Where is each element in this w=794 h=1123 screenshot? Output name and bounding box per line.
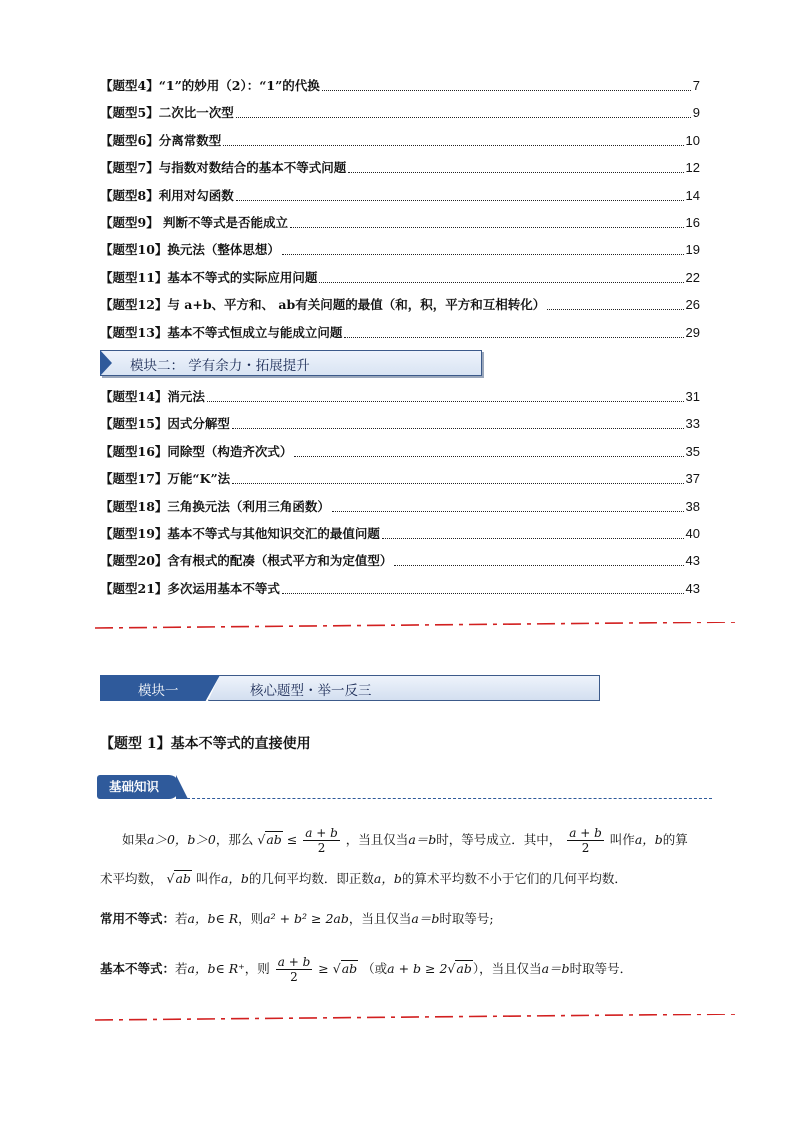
toc-entry-page: 16: [685, 215, 700, 230]
toc-entry-label: 【题型11】基本不等式的实际应用问题: [100, 269, 318, 285]
toc-entry-page: 26: [685, 297, 700, 313]
toc-entry[interactable]: [100, 321, 700, 341]
toc-entry-page: 40: [685, 526, 700, 541]
toc-leader-dots: [236, 117, 691, 118]
toc-entry-page: 12: [685, 160, 700, 176]
toc-entry[interactable]: [100, 577, 700, 597]
toc-leader-dots: [290, 227, 683, 228]
toc-entry-label: 【题型20】含有根式的配凑（根式平方和为定值型）: [100, 553, 393, 569]
toc-entry-label: 【题型19】基本不等式与其他知识交汇的最值问题: [100, 526, 380, 541]
toc-entry[interactable]: [100, 549, 700, 569]
toc-entry-page: 9: [692, 105, 700, 121]
toc-entry-label: 【题型12】与 a+b、平方和、 ab有关问题的最值（和，积，平方和互相转化）: [100, 297, 546, 313]
dash-dot-divider: [95, 622, 737, 630]
toc-leader-dots: [282, 593, 684, 594]
toc-leader-dots: [344, 337, 683, 338]
toc-entry-page: 31: [685, 389, 700, 404]
toc-entry-page: 22: [685, 269, 700, 285]
toc-leader-dots: [322, 90, 691, 91]
toc-entry-page: 29: [685, 324, 700, 340]
basic-inequality: 基本不等式：若a，b∈ R⁺，则 $\frac{a + b}{2}$ ≥ √ab （或a + b ≥ 2√ab），当且仅当a＝b时取等号．: [100, 955, 633, 984]
fraction-mean-3: $\frac{a + b}{2}$: [277, 955, 311, 984]
toc-entry[interactable]: [100, 412, 700, 432]
toc-entry[interactable]: [100, 156, 700, 176]
module1-banner-right: 核心题型・举一反三: [250, 683, 372, 699]
tag-tail: [176, 775, 188, 799]
toc-entry-page: 7: [692, 78, 700, 93]
basic-knowledge-tag: 基础知识: [97, 775, 179, 799]
paragraph-definition: 如果a＞0，b＞0，那么 √ab ≤ $\frac{a + b}{2}$ ，当且仅当a＝b时，等号成立．其中， $\frac{a + b}{2}$ 叫作a，b的算: [122, 826, 688, 855]
toc-entry[interactable]: [100, 293, 700, 313]
toc-entry-label: 【题型15】因式分解型: [100, 416, 230, 432]
toc-entry[interactable]: [100, 440, 700, 460]
toc-entry-label: 【题型14】消元法: [100, 389, 205, 404]
toc-entry-label: 【题型16】同除型（构造齐次式）: [100, 443, 293, 459]
toc-entry[interactable]: [100, 129, 700, 149]
toc-leader-dots: [332, 511, 684, 512]
toc-entry[interactable]: [100, 522, 700, 542]
toc-leader-dots: [348, 172, 683, 173]
toc-entry-label: 【题型13】基本不等式恒成立与能成立问题: [100, 324, 343, 340]
toc-entry[interactable]: [100, 184, 700, 204]
tag-dashed-line: [182, 798, 712, 799]
toc-entry-page: 19: [685, 242, 700, 258]
toc-entry-label: 【题型10】换元法（整体思想）: [100, 242, 280, 258]
toc-leader-dots: [282, 254, 684, 255]
common-inequality: 常用不等式：若a，b∈ R，则a² + b² ≥ 2ab，当且仅当a＝b时取等号;: [100, 911, 494, 926]
toc-leader-dots: [232, 483, 683, 484]
toc-entry[interactable]: [100, 101, 700, 121]
toc-entry-label: 【题型5】二次比一次型: [100, 105, 234, 121]
sqrt-ab-2: √ab: [166, 871, 191, 886]
module2-banner-label: 模块二： 学有余力・拓展提升: [130, 358, 310, 374]
toc-entry[interactable]: [100, 467, 700, 487]
fraction-mean: $\frac{a + b}{2}$: [305, 826, 338, 855]
toc-entry[interactable]: [100, 495, 700, 515]
paragraph-definition-cont: 术平均数， √ab 叫作a，b的几何平均数．即正数a，b的算术平均数不小于它们的几何平均数．: [100, 871, 627, 886]
toc-entry-page: 35: [685, 443, 700, 459]
toc-leader-dots: [382, 538, 684, 539]
toc-leader-dots: [207, 401, 684, 402]
fraction-mean-2: $\frac{a + b}{2}$: [569, 826, 602, 855]
sqrt-ab-3: √ab: [332, 961, 358, 976]
toc-entry-label: 【题型4】“1”的妙用（2）：“1”的代换: [100, 78, 320, 93]
toc-leader-dots: [232, 428, 684, 429]
toc-leader-dots: [394, 565, 683, 566]
toc-entry[interactable]: [100, 266, 700, 286]
toc-entry-page: 43: [685, 553, 700, 569]
toc-leader-dots: [547, 309, 683, 310]
toc-entry-page: 33: [685, 416, 700, 432]
toc-entry-page: 14: [685, 187, 700, 203]
toc-leader-dots: [223, 145, 683, 146]
toc-entry-page: 10: [685, 132, 700, 148]
toc-entry[interactable]: [100, 211, 700, 231]
toc-entry-page: 38: [685, 498, 700, 514]
toc-entry-label: 【题型8】利用对勾函数: [100, 187, 234, 203]
toc-leader-dots: [294, 456, 683, 457]
sqrt-ab: √ab: [257, 832, 282, 847]
module1-banner: [100, 675, 600, 701]
toc-entry-label: 【题型9】 判断不等式是否能成立: [100, 215, 289, 230]
toc-leader-dots: [236, 200, 684, 201]
toc-entry-label: 【题型7】与指数对数结合的基本不等式问题: [100, 160, 347, 176]
section-heading: 【题型 1】基本不等式的直接使用: [100, 736, 311, 752]
toc-entry-label: 【题型17】万能“K”法: [100, 471, 231, 487]
toc-entry[interactable]: [100, 238, 700, 258]
toc-entry-label: 【题型6】分离常数型: [100, 132, 222, 148]
toc-entry[interactable]: [100, 385, 700, 405]
module1-banner-left: 模块一: [138, 683, 179, 699]
toc-entry-label: 【题型21】多次运用基本不等式: [100, 580, 280, 596]
toc-entry[interactable]: [100, 74, 700, 94]
toc-entry-label: 【题型18】三角换元法（利用三角函数）: [100, 498, 330, 514]
dash-dot-divider-2: [95, 1014, 737, 1022]
toc-leader-dots: [319, 282, 683, 283]
toc-entry-page: 43: [685, 580, 700, 596]
toc-entry-page: 37: [685, 471, 700, 487]
module2-banner: [100, 350, 482, 376]
